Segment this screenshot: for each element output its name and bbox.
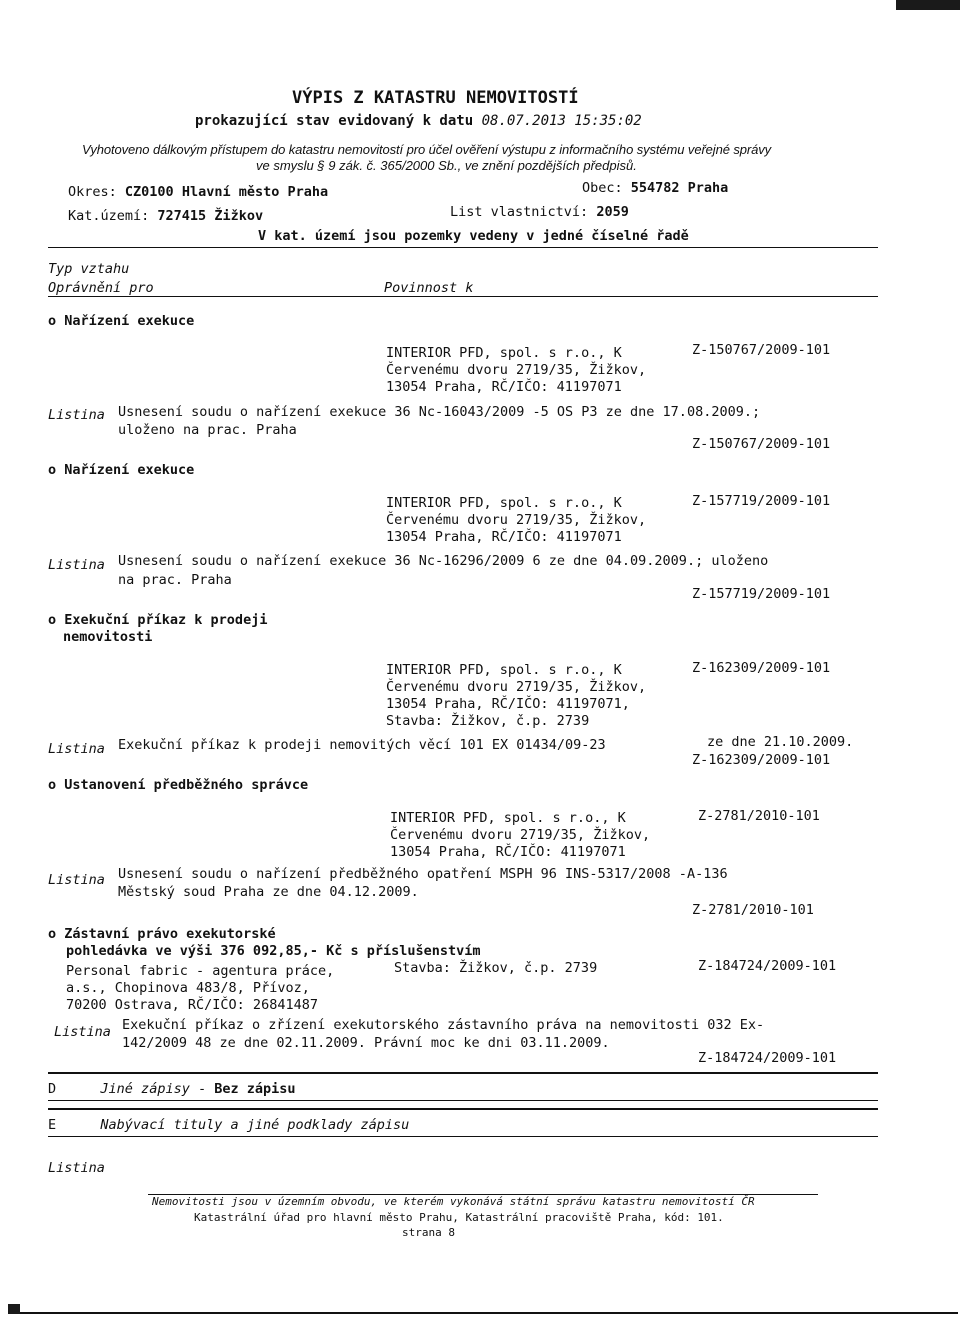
entry5-listina-label: Listina [54, 1024, 111, 1040]
scan-left-mark [8, 1304, 20, 1314]
entry1-title: o Nařízení exekuce [48, 313, 195, 329]
entry5-ref: Z-184724/2009-101 [698, 958, 837, 974]
entry1-listina-line1: Usnesení soudu o nařízení exekuce 36 Nc-16043/2009 -5 OS P3 ze dne 17.08.2009.; [118, 404, 761, 420]
entry2-listina-label: Listina [48, 557, 105, 573]
entry1-party-line3: 13054 Praha, RČ/IČO: 41197071 [386, 379, 622, 395]
entry5-listina-line2: 142/2009 48 ze dne 02.11.2009. Právní moc ke dni 03.11.2009. [122, 1035, 610, 1051]
document-title: VÝPIS Z KATASTRU NEMOVITOSTÍ [292, 88, 579, 108]
katuzemi-label: Kat.území: [68, 208, 150, 224]
okres-value: CZ0100 Hlavní město Praha [124, 184, 329, 200]
entry2-listina-line1: Usnesení soudu o nařízení exekuce 36 Nc-16296/2009 6 ze dne 04.09.2009.; uloženo [118, 553, 769, 569]
opravneni-pro-heading: Oprávnění pro [48, 280, 154, 296]
okres-label: Okres: [68, 184, 117, 200]
entry1-party-line1: INTERIOR PFD, spol. s r.o., K [386, 345, 622, 361]
entry3-title-line2: nemovitosti [63, 629, 153, 645]
subtitle-prefix: prokazující stav evidovaný k datu [195, 113, 474, 129]
footer-line2: Katastrální úřad pro hlavní město Prahu, Katastrální pracoviště Praha, kód: 101. [194, 1211, 724, 1224]
list-label: List vlastnictví: [450, 204, 589, 220]
section-e-top-rule [48, 1108, 878, 1110]
entry1-listina-line2: uloženo na prac. Praha [118, 422, 297, 438]
entry3-ref: Z-162309/2009-101 [692, 660, 831, 676]
scan-corner-mark [896, 0, 960, 10]
obec-value: 554782 Praha [630, 180, 729, 196]
footer-line1: Nemovitosti jsou v územním obvodu, ve kterém vykonává státní správu katastru nemovitostí ČR [152, 1195, 755, 1208]
entry1-party-line2: Červenému dvoru 2719/35, Žižkov, [386, 362, 647, 378]
cadastral-note: V kat. území jsou pozemky vedeny v jedné číselné řadě [258, 228, 689, 244]
povinnost-k-heading: Povinnost k [384, 280, 474, 296]
section-d-bottom-rule [48, 1100, 878, 1101]
section-d-dash: - [197, 1081, 207, 1097]
section-e-letter: E [48, 1117, 57, 1133]
entry3-party-line1: INTERIOR PFD, spol. s r.o., K [386, 662, 622, 678]
entry1-ref2: Z-150767/2009-101 [692, 436, 831, 452]
table-header-divider [48, 296, 878, 297]
document-subtitle [195, 113, 642, 129]
scan-bottom-edge [8, 1312, 958, 1314]
section-e [48, 1117, 409, 1133]
entry3-listina-line1: Exekuční příkaz k prodeji nemovitých věcí 101 EX 01434/09-23 [118, 737, 606, 753]
section-d [48, 1081, 296, 1097]
entry3-party-line2: Červenému dvoru 2719/35, Žižkov, [386, 679, 647, 695]
entry4-listina-line1: Usnesení soudu o nařízení předběžného opatření MSPH 96 INS-5317/2008 -A-136 [118, 866, 728, 882]
entry2-ref2: Z-157719/2009-101 [692, 586, 831, 602]
entry5-creditor-line2: a.s., Chopinova 483/8, Přívoz, [66, 980, 310, 996]
entry2-party-line3: 13054 Praha, RČ/IČO: 41197071 [386, 529, 622, 545]
section-d-top-rule [48, 1072, 878, 1074]
subtitle-date: 08.07.2013 15:35:02 [481, 113, 642, 129]
entry1-listina-label: Listina [48, 407, 105, 423]
header-divider [48, 247, 878, 248]
entry4-party-line2: Červenému dvoru 2719/35, Žižkov, [390, 827, 651, 843]
obec-row [582, 180, 728, 196]
entry4-title: o Ustanovení předběžného správce [48, 777, 309, 793]
entry4-listina-line2: Městský soud Praha ze dne 04.12.2009. [118, 884, 419, 900]
entry3-listina-label: Listina [48, 741, 105, 757]
entry4-party-line1: INTERIOR PFD, spol. s r.o., K [390, 810, 626, 826]
section-e-label: Nabývací tituly a jiné podklady zápisu [100, 1117, 410, 1133]
entry5-ref2: Z-184724/2009-101 [698, 1050, 837, 1066]
section-e-bottom-rule [48, 1136, 878, 1137]
obec-label: Obec: [582, 180, 623, 196]
entry4-ref: Z-2781/2010-101 [698, 808, 820, 824]
katuzemi-row [68, 208, 263, 224]
entry3-ref2: Z-162309/2009-101 [692, 752, 831, 768]
section-d-value: Bez zápisu [214, 1081, 296, 1097]
entry2-title: o Nařízení exekuce [48, 462, 195, 478]
entry5-creditor-line1: Personal fabric - agentura práce, [66, 963, 335, 979]
entry2-party-line2: Červenému dvoru 2719/35, Žižkov, [386, 512, 647, 528]
section-d-label: Jiné zápisy [100, 1081, 190, 1097]
entry5-object: Stavba: Žižkov, č.p. 2739 [394, 960, 598, 976]
entry3-listina-date: ze dne 21.10.2009. [707, 734, 854, 750]
entry5-listina-line1: Exekuční příkaz o zřízení exekutorského zástavního práva na nemovitosti 032 Ex- [122, 1017, 765, 1033]
entry3-party-line3: 13054 Praha, RČ/IČO: 41197071, [386, 696, 630, 712]
entry4-party-line3: 13054 Praha, RČ/IČO: 41197071 [390, 844, 626, 860]
entry5-title-line2: pohledávka ve výši 376 092,85,- Kč s příslušenstvím [66, 943, 481, 959]
entry4-listina-label: Listina [48, 872, 105, 888]
entry5-creditor-line3: 70200 Ostrava, RČ/IČO: 26841487 [66, 997, 318, 1013]
legal-note-line1: Vyhotoveno dálkovým přístupem do katastru nemovitostí pro účel ověření výstupu z informačního systému veřejné správy [82, 142, 772, 157]
legal-note-line2: ve smyslu § 9 zák. č. 365/2000 Sb., ve znění pozdějších předpisů. [256, 158, 637, 173]
footer-page-number: strana 8 [402, 1226, 455, 1239]
entry3-title-line1: o Exekuční příkaz k prodeji [48, 612, 268, 628]
list-value: 2059 [596, 204, 629, 220]
typ-vztahu-heading: Typ vztahu [48, 261, 130, 277]
entry4-ref2: Z-2781/2010-101 [692, 902, 814, 918]
okres-row [68, 184, 328, 200]
entry3-party-line4: Stavba: Žižkov, č.p. 2739 [386, 713, 590, 729]
entry2-party-line1: INTERIOR PFD, spol. s r.o., K [386, 495, 622, 511]
section-d-letter: D [48, 1081, 57, 1097]
entry2-ref: Z-157719/2009-101 [692, 493, 831, 509]
section-e-listina-label: Listina [48, 1160, 105, 1176]
entry5-title-line1: o Zástavní právo exekutorské [48, 926, 276, 942]
entry1-ref: Z-150767/2009-101 [692, 342, 831, 358]
katuzemi-value: 727415 Žižkov [157, 208, 264, 224]
entry2-listina-line2: na prac. Praha [118, 572, 232, 588]
list-row [450, 204, 629, 220]
